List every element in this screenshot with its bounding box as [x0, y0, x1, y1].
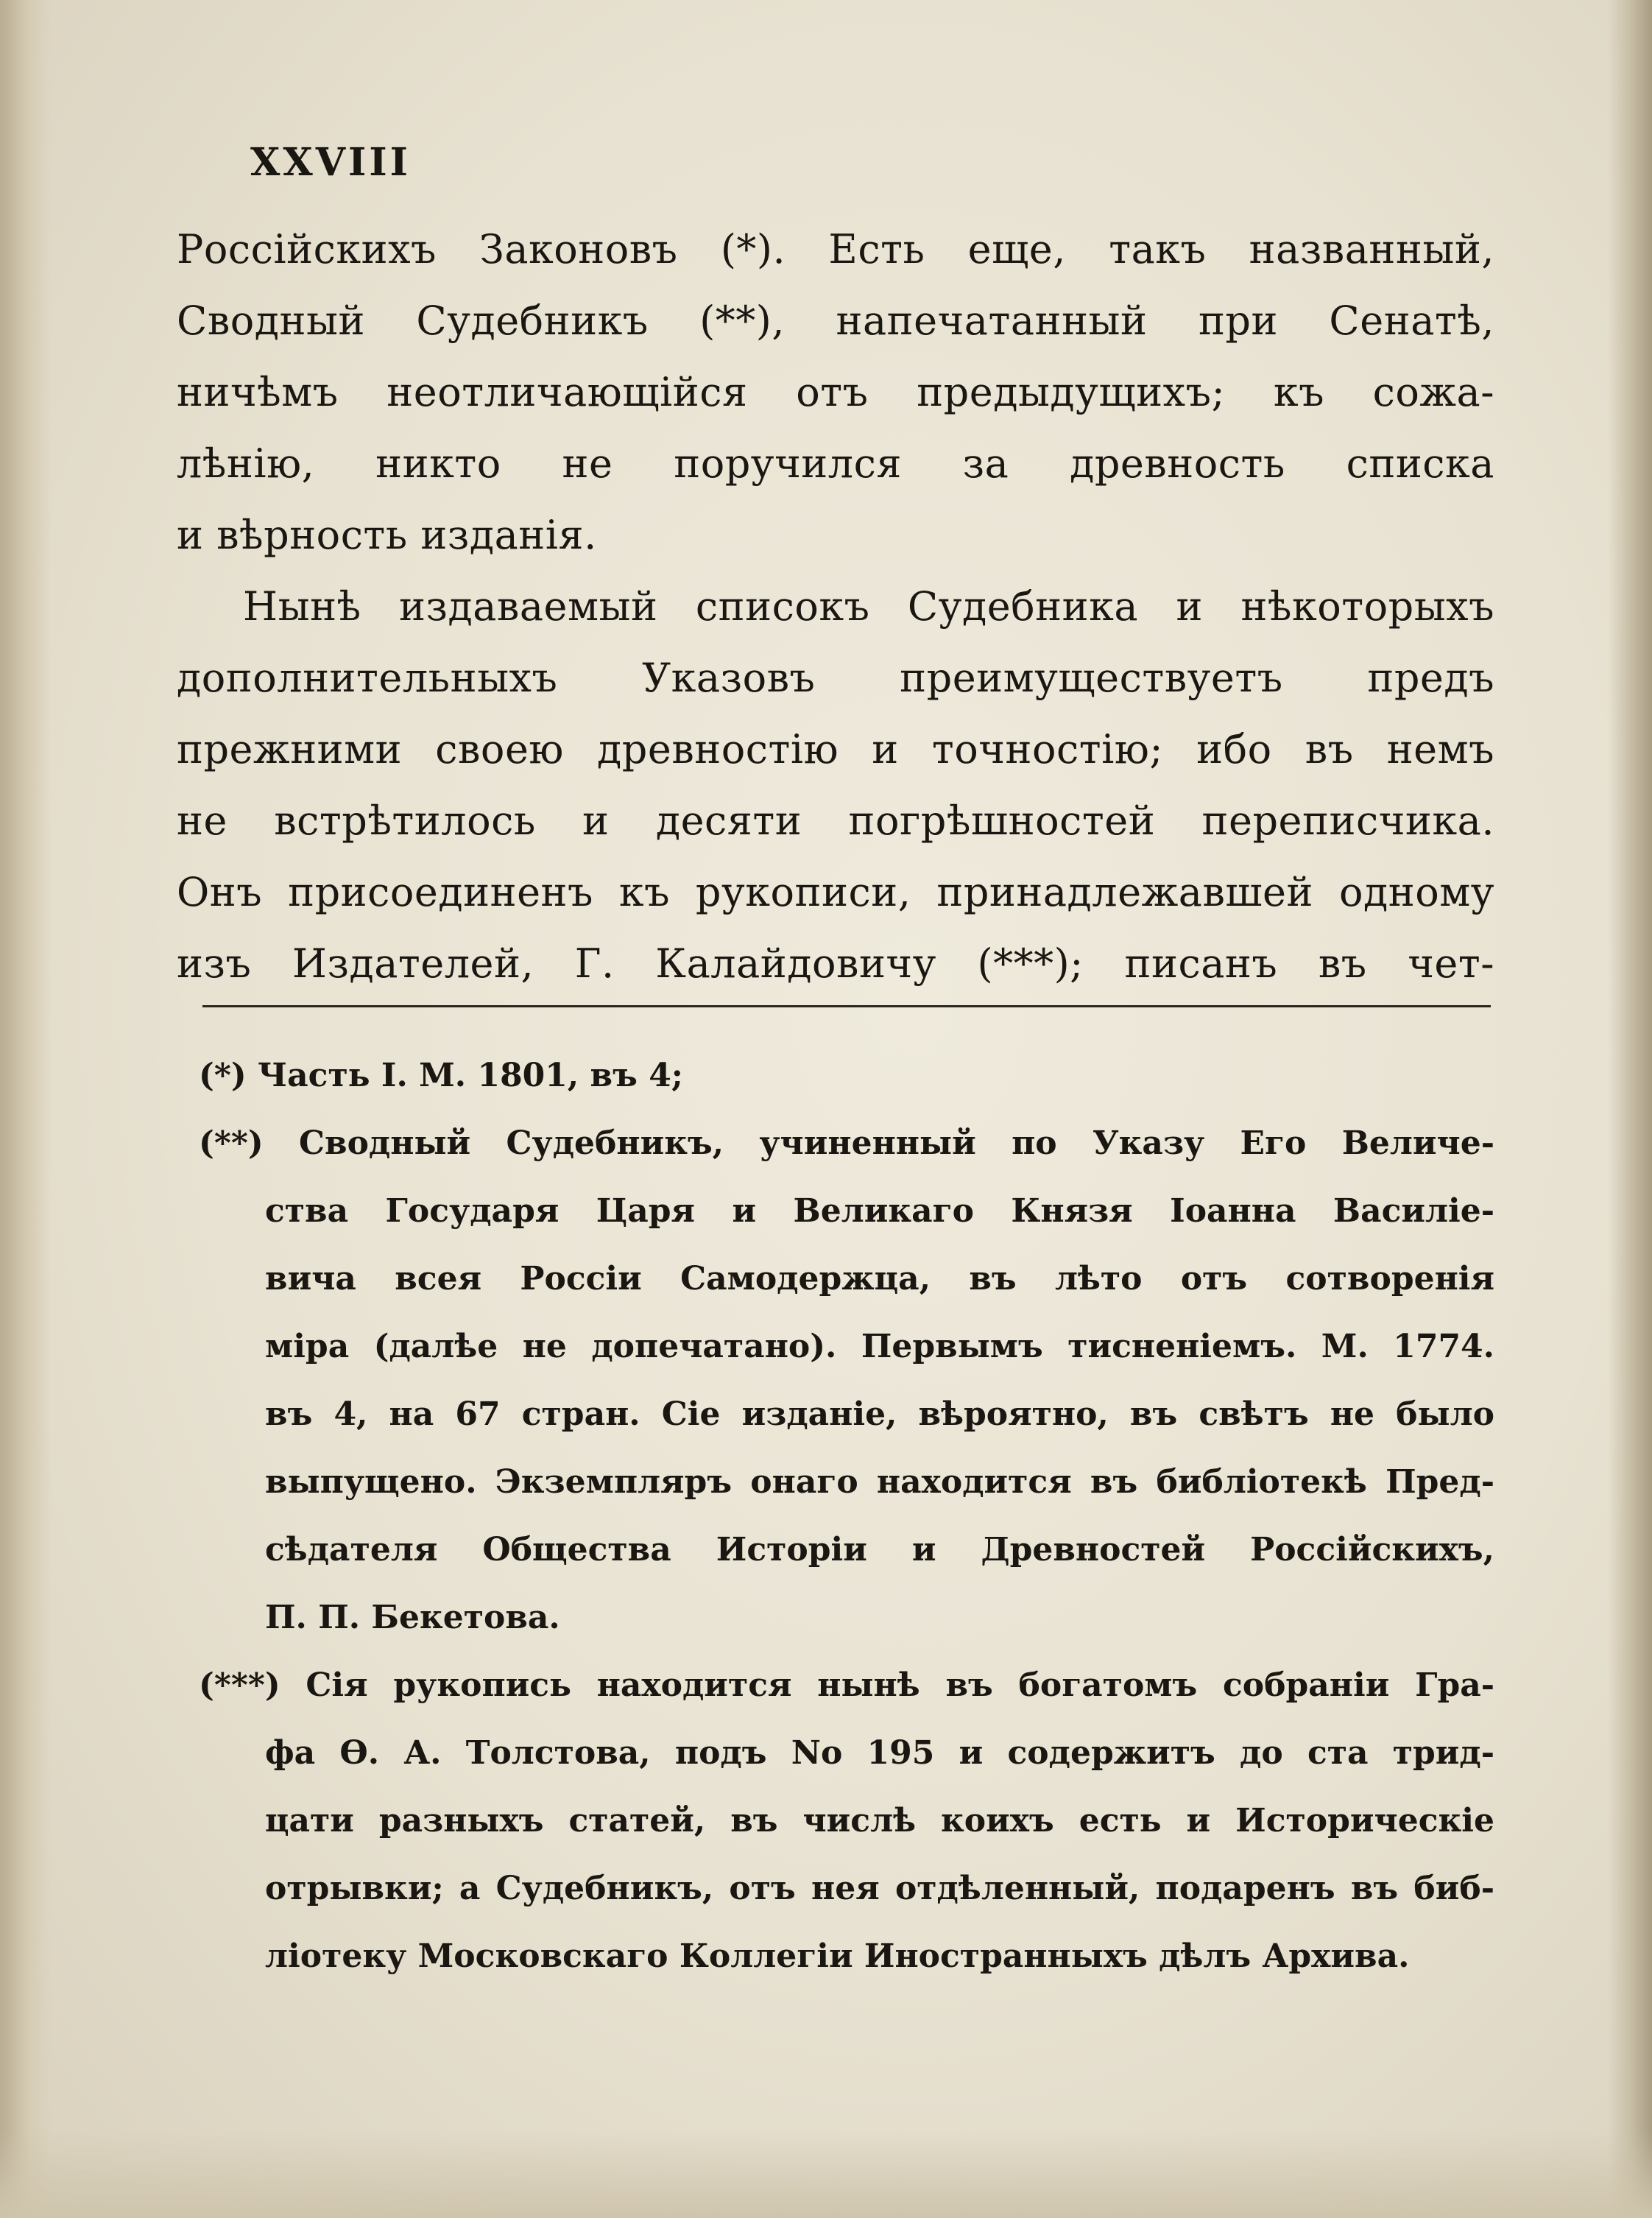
main-text-line: не встрѣтилось и десяти погрѣшностей переписчика. [177, 798, 1494, 844]
page-edge-shadow-left [0, 0, 52, 2218]
page-number: XXVIII [250, 140, 412, 185]
main-text-line: Сводный Судебникъ (**), напечатанный при Сенатѣ, [177, 298, 1494, 344]
footnotes [199, 1042, 1494, 1990]
main-text [177, 214, 1494, 999]
footnote-line: міра (далѣе не допечатано). Первымъ тисненіемъ. М. 1774. [265, 1328, 1494, 1365]
footnote-line: въ 4, на 67 стран. Сіе изданіе, вѣроятно, въ свѣтъ не было [265, 1395, 1494, 1433]
footnote-line: цати разныхъ статей, въ числѣ коихъ есть и Историческіе [265, 1802, 1494, 1839]
footnote-line: ства Государя Царя и Великаго Князя Іоанна Василіе- [265, 1192, 1494, 1230]
footnote-1 [199, 1042, 1494, 1110]
footnote-divider [202, 1005, 1491, 1007]
main-text-line: и вѣрность изданія. [177, 512, 597, 558]
footnote-line: сѣдателя Общества Исторіи и Древностей Россійскихъ, [265, 1531, 1494, 1569]
footnote-2 [199, 1110, 1494, 1652]
main-text-line: Онъ присоединенъ къ рукописи, принадлежавшей одному [177, 869, 1494, 915]
footnote-line: вича всея Россіи Самодержца, въ лѣто отъ сотворенія [265, 1260, 1494, 1298]
footnote-line: П. П. Бекетова. [265, 1599, 560, 1636]
main-text-line: лѣнію, никто не поручился за древность списка [177, 440, 1494, 487]
main-text-line: дополнительныхъ Указовъ преимуществуетъ предъ [177, 655, 1494, 701]
footnote-line: ліотеку Московскаго Коллегіи Иностранныхъ дѣлъ Архива. [265, 1937, 1410, 1975]
footnote-line: (*) Часть I. М. 1801, въ 4; [199, 1057, 684, 1094]
main-text-line: ничѣмъ неотличающійся отъ предыдущихъ; къ сожа- [177, 369, 1494, 415]
main-text-line: прежними своею древностію и точностію; ибо въ немъ [177, 726, 1494, 772]
main-text-line: изъ Издателей, Г. Калайдовичу (***); писанъ въ чет- [177, 940, 1494, 987]
footnote-line: (**) Сводный Судебникъ, учиненный по Указу Его Величе- [199, 1124, 1494, 1162]
page-edge-shadow-right [1608, 0, 1652, 2218]
footnote-3 [199, 1652, 1494, 1990]
page-edge-shadow-bottom [0, 2130, 1652, 2218]
footnote-line: выпущено. Экземпляръ онаго находится въ библіотекѣ Пред- [265, 1463, 1494, 1501]
main-text-line: Россійскихъ Законовъ (*). Есть еще, такъ названный, [177, 226, 1494, 272]
footnote-line: отрывки; а Судебникъ, отъ нея отдѣленный, подаренъ въ биб- [265, 1870, 1494, 1907]
main-text-line: Нынѣ издаваемый списокъ Судебника и нѣкоторыхъ [243, 583, 1494, 630]
footnote-line: фа Ѳ. А. Толстова, подъ No 195 и содержитъ до ста трид- [265, 1734, 1494, 1772]
footnote-line: (***) Сія рукопись находится нынѣ въ богатомъ собраніи Гра- [199, 1666, 1494, 1704]
